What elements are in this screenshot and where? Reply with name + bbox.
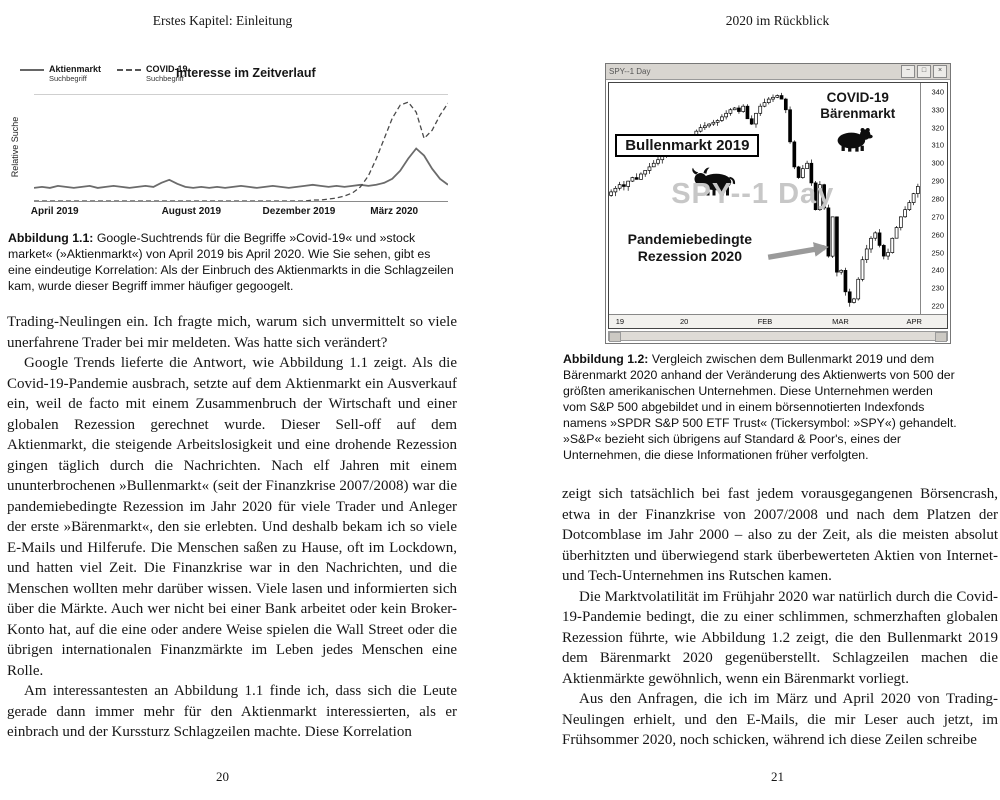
legend-label: COVID-19 [146,64,188,74]
scroll-left-icon [609,332,621,342]
y-axis-label: Relative Suche [10,116,20,178]
price-tick-label: 320 [931,123,944,133]
recession-label-line2: Rezession 2020 [637,248,742,265]
price-tick-label: 330 [931,105,944,115]
chart-title: Interesse im Zeitverlauf [176,66,316,80]
paragraph: Google Trends lieferte die Antwort, wie Abbildung 1.1 zeigt. Als die Covid-19-Pandemie ausbrach, setzte auf dem Aktienmarkt ein Ausverkauf ein, weil de facto mit einem Zusammenbruch der Wirtschaft und einer globalen Rezession gerechnet wurde. Dieser Sell-off auf dem Aktienmarkt, die steigende Arbeitslosigkeit und eine drohende Rezession gingen täglich durch die Nachrichten. Nach elf Jahren mit einem ununterbrochenen »Bullenmarkt« (seit der Finanzkrise 2007/2008) war die pandemiebedingte Rezession im Jahr 2020 für viele Trader und Anleger der erste »Bärenmarkt«, den sie erlebten. Und deshalb bekam ich so viele E-Mails und Hilferufe. Die Menschen saßen zu Hause, oft im Lockdown, und hatten viel Zeit. Die Finanzkrise war in den Nachrichten, und die Menschen wollten mehr darüber wissen. Viele lasen und informierten sich über die Märkte. Auch wer nicht bei einer Bank arbeitet oder kein Broker-Konto hat, auf die eine oder andere Weise spielen die Wall Street oder die übrigen internationalen Finanzmärkte im Leben jedes Menschen eine Rolle. [7,355,457,679]
bear-market-label [802,90,914,122]
figure-caption-text: Vergleich zwischen dem Bullenmarkt 2019 und dem Bärenmarkt 2020 anhand der Veränderung des Aktienwerts von 500 der größten amerikanischen Unternehmen. Diese Unternehmen werden vom S&P 500 abgebildet und in einem börsennotierten Indexfonds namens »SPDR S&P 500 ETF Trust« (Tickersymbol: »SPY«) gehandelt. »S&P« bezieht sich übrigens auf Standard & Poor's, eines der Unternehmen, die diese Informationen früher verfolgten. [563,352,957,462]
bull-market-label: Bullenmarkt 2019 [615,134,759,157]
body-text-left [7,312,457,743]
time-tick-label: APR [906,317,922,326]
candlestick-chart-area [608,82,948,329]
page-number-left: 20 [216,769,229,784]
figure-caption-text: Google-Suchtrends für die Begriffe »Covid-19« und »stock market« (»Aktienmarkt«) von April 2019 bis April 2020. Wie Sie sehen, gibt es eine eindeutige Korrelation: Als der Einbruch des Aktienmarkts in die Schlagzeilen kam, wurde dieser Begriff immer häufiger gegoogelt. [8,231,454,293]
scroll-right-icon [935,332,947,342]
paragraph: Am interessantesten an Abbildung 1.1 finde ich, dass sich die Leute gerade dann immer mehr für den Aktienmarkt interessierten, als er einbrach und der Kurssturz Schlagzeilen machte. Diese Korrelation [7,683,457,740]
time-tick-label: 20 [679,317,689,326]
x-axis-labels [30,206,448,218]
paragraph: Die Marktvolatilität im Frühjahr 2020 war natürlich durch die Covid-19-Pandemie bedingt, die zu einer schlimmen, schmerzhaften globalen Rezession führte, wie Abbildung 1.2 zeigt, die den Bullenmarkt 2019 dem Bärenmarkt 2020 gegenüberstellt. Schlagzeilen machen die Aktienmärkte gewöhnlich, wenn ein Bärenmarkt vorliegt. [562,588,998,687]
price-tick-label: 340 [931,87,944,97]
figure-1-2-spy-window [605,63,951,344]
x-axis-tick-label: Dezember 2019 [262,206,336,217]
window-scrollbar [608,331,948,341]
figure-1-2-caption [563,351,957,463]
minimize-button-icon: − [901,65,915,78]
legend-sublabel: Suchbegriff [146,74,184,83]
trends-plot-area [34,94,448,202]
price-tick-label: 240 [931,265,944,275]
price-tick-label: 220 [931,301,944,311]
x-axis-tick-label: August 2019 [161,206,222,217]
time-tick-label: FEB [757,317,773,326]
chart-legend [20,64,188,83]
window-titlebar [606,64,950,80]
price-tick-label: 300 [931,158,944,168]
recession-label [615,231,764,265]
candlestick-plot [609,83,921,315]
x-axis-tick-label: April 2019 [30,206,79,217]
price-tick-label: 290 [931,176,944,186]
bear-icon [833,125,875,152]
running-head-right: 2020 im Rückblick [725,13,830,28]
paragraph: zeigt sich tatsächlich bei fast jedem vorausgegangenen Börsencrash, etwa in der Finanzkrise von 2007/2008 und nach dem Platzen der Dotcomblase im Jahr 2000 – also zu der Zeit, als die meisten absolut überhitzten und überwiegend stark überbewerteten Aktien von Internet- und Tech-Unternehmen ins Rutschen kamen. [562,486,998,584]
bear-label-line1: COVID-19 [826,89,889,105]
figure-caption-label: Abbildung 1.1: [8,231,94,245]
time-tick-label: 19 [615,317,625,326]
price-tick-label: 280 [931,194,944,204]
time-axis [609,314,947,328]
bear-label-line2: Bärenmarkt [820,105,896,121]
maximize-button-icon: □ [917,65,931,78]
close-button-icon: × [933,65,947,78]
x-axis-tick-label: März 2020 [370,206,419,217]
paragraph: Aus den Anfragen, die ich im März und April 2020 von Trading-Neulingen erhielt, und den E-Mails, die mir Leser auch jetzt, im Frühsommer 2020, noch schicken, während ich diese Zeilen schreibe [562,691,998,748]
figure-1-1-trends-chart [8,60,454,218]
paragraph: Trading-Neulingen ein. Ich fragte mich, warum sich unvermittelt so viele unerfahrene Trader bei mir meldeten. Was hatte sich verändert? [7,314,457,351]
price-tick-label: 230 [931,283,944,293]
price-tick-label: 270 [931,212,944,222]
running-head-left: Erstes Kapitel: Einleitung [152,13,293,28]
legend-sublabel: Suchbegriff [49,74,87,83]
legend-label: Aktienmarkt [49,64,102,74]
price-axis [922,83,947,315]
figure-caption-label: Abbildung 1.2: [563,352,649,366]
arrow-icon [765,238,840,266]
price-tick-label: 250 [931,248,944,258]
page-number-right: 21 [771,769,784,784]
window-title: SPY--1 Day [609,67,651,76]
chart-watermark: SPY--1 Day [671,178,835,211]
body-text-right [562,484,998,751]
dashed-line-sample-icon [117,69,141,71]
trends-lines [34,95,448,201]
figure-1-1-caption [8,230,455,294]
recession-label-line1: Pandemiebedingte [627,231,753,248]
solid-line-sample-icon [20,69,44,71]
legend-item-aktienmarkt [20,64,101,83]
price-tick-label: 310 [931,140,944,150]
time-tick-label: MAR [832,317,849,326]
price-tick-label: 260 [931,230,944,240]
